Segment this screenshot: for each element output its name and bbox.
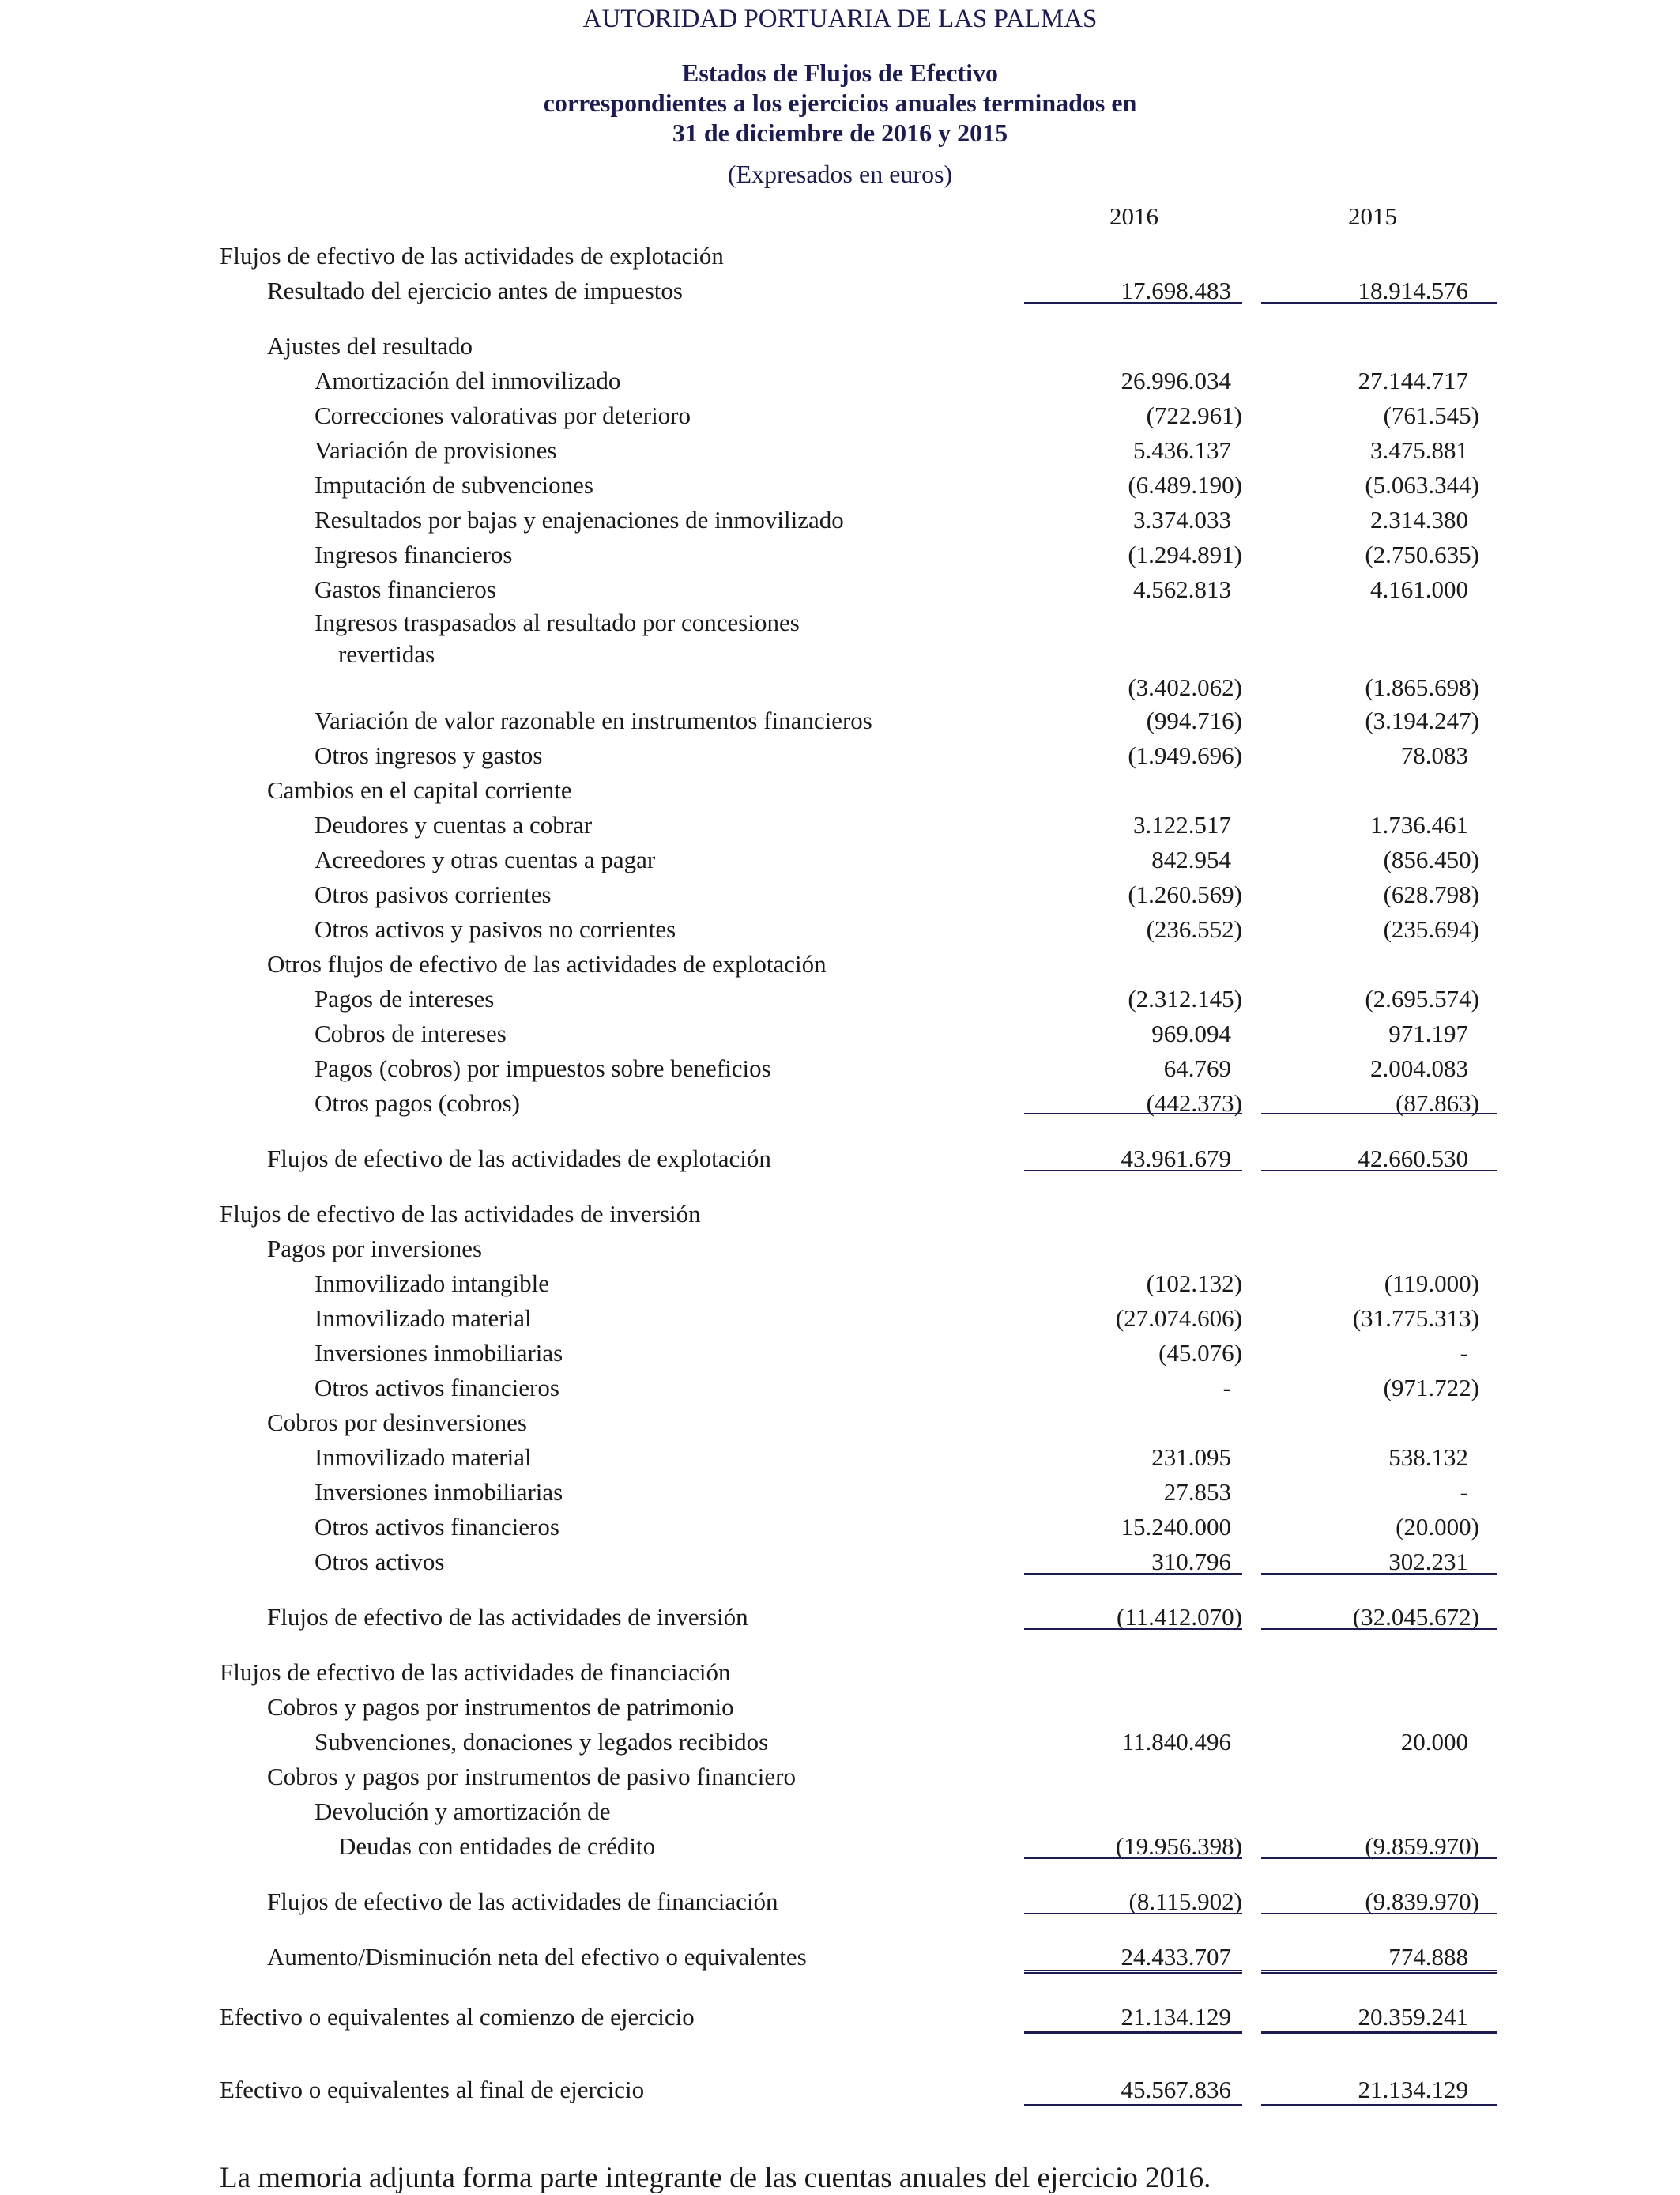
- table-row: [0, 2001, 1680, 2033]
- value-2015: (31.775.313): [1352, 1304, 1479, 1332]
- total-rule: [1261, 1628, 1497, 1630]
- value-2016: 27.853: [1163, 1478, 1231, 1506]
- table-row: [0, 607, 1680, 639]
- value-2016: (11.412.070): [1117, 1603, 1242, 1631]
- total-rule: [1261, 1970, 1497, 1974]
- value-2016: 24.433.707: [1121, 1943, 1231, 1971]
- value-2015: 2.004.083: [1370, 1054, 1468, 1082]
- total-rule: [1024, 2104, 1242, 2106]
- row-label: Efectivo o equivalentes al comienzo de ejercicio: [220, 2003, 695, 2031]
- table-row: [0, 504, 1680, 536]
- row-label: Flujos de efectivo de las actividades de financiación: [267, 1888, 778, 1915]
- row-label: Deudores y cuentas a cobrar: [315, 811, 593, 839]
- row-label: Resultado del ejercicio antes de impuestos: [267, 277, 683, 304]
- value-2015: 21.134.129: [1358, 2076, 1468, 2103]
- value-2015: (856.450): [1383, 846, 1479, 873]
- row-label: Ingresos financieros: [315, 541, 513, 568]
- table-row: [0, 1442, 1680, 1473]
- value-2015: (5.063.344): [1365, 471, 1479, 499]
- total-rule: [1261, 1857, 1497, 1859]
- value-2016: (102.132): [1146, 1269, 1242, 1297]
- table-row: [0, 1657, 1680, 1688]
- statement-subtitle-line1: correspondientes a los ejercicios anuales terminados en: [543, 89, 1137, 117]
- value-2015: 18.914.576: [1358, 277, 1468, 304]
- row-label: Otros activos financieros: [315, 1374, 559, 1401]
- table-row: [0, 1018, 1680, 1050]
- value-2016: (6.489.190): [1128, 471, 1242, 499]
- total-rule: [1261, 1170, 1497, 1171]
- table-row: [0, 775, 1680, 806]
- total-rule: [1024, 1113, 1242, 1114]
- value-2016: (8.115.902): [1128, 1888, 1242, 1915]
- table-row: [0, 1407, 1680, 1439]
- row-label: Flujos de efectivo de las actividades de inversión: [267, 1603, 748, 1631]
- row-label: Inversiones inmobiliarias: [315, 1478, 563, 1506]
- value-2016: (236.552): [1146, 915, 1242, 943]
- row-label: Otros flujos de efectivo de las actividades de explotación: [267, 950, 827, 978]
- value-2016: 21.134.129: [1121, 2003, 1231, 2031]
- total-rule: [1261, 1573, 1497, 1575]
- value-2015: 2.314.380: [1370, 506, 1468, 534]
- table-row: [0, 1053, 1680, 1084]
- value-2016: 5.436.137: [1133, 436, 1231, 464]
- value-2015: (2.695.574): [1365, 985, 1479, 1013]
- table-row: [0, 1088, 1680, 1119]
- table-row: [0, 740, 1680, 771]
- row-label: Pagos de intereses: [315, 985, 495, 1013]
- table-row: [0, 2074, 1680, 2106]
- total-rule: [1261, 302, 1497, 304]
- value-2015: (119.000): [1384, 1269, 1479, 1297]
- total-rule: [1024, 1170, 1242, 1171]
- total-rule: [1261, 2104, 1497, 2106]
- value-2016: (27.074.606): [1115, 1304, 1242, 1332]
- value-2016: -: [1222, 1374, 1231, 1401]
- value-2015: (971.722): [1383, 1374, 1479, 1401]
- value-2015: (9.839.970): [1365, 1888, 1479, 1915]
- value-2015: 4.161.000: [1370, 575, 1468, 603]
- total-rule: [1024, 2031, 1242, 2034]
- value-2016: 310.796: [1151, 1548, 1231, 1575]
- total-rule: [1261, 1113, 1497, 1114]
- row-label: Subvenciones, donaciones y legados recibidos: [315, 1728, 769, 1756]
- row-label: Cobros y pagos por instrumentos de patrimonio: [267, 1693, 734, 1721]
- table-row: [0, 1761, 1680, 1793]
- table-row: [0, 639, 1680, 670]
- table-row: [0, 844, 1680, 876]
- table-row: [0, 1268, 1680, 1299]
- row-label: Inmovilizado material: [315, 1304, 532, 1332]
- row-label: Aumento/Disminución neta del efectivo o equivalentes: [267, 1943, 807, 1971]
- value-2016: 3.374.033: [1133, 506, 1231, 534]
- value-2016: 43.961.679: [1121, 1145, 1231, 1172]
- row-label: Flujos de efectivo de las actividades de explotación: [220, 242, 724, 270]
- row-label: Inversiones inmobiliarias: [315, 1339, 563, 1367]
- total-rule: [1024, 1857, 1242, 1859]
- table-row: [0, 1198, 1680, 1230]
- units-note: (Expresados en euros): [727, 160, 953, 188]
- column-header-2015: 2015: [1348, 202, 1397, 230]
- row-label: Cambios en el capital corriente: [267, 776, 572, 804]
- total-rule: [1024, 1628, 1242, 1630]
- total-rule: [1024, 1913, 1242, 1914]
- value-2016: (45.076): [1158, 1339, 1242, 1367]
- value-2015: 27.144.717: [1358, 367, 1468, 394]
- value-2015: 538.132: [1388, 1443, 1468, 1471]
- value-2016: (442.373): [1146, 1089, 1242, 1117]
- table-row: [0, 1477, 1680, 1508]
- table-row: [0, 470, 1680, 501]
- value-2016: (994.716): [1146, 707, 1242, 734]
- table-row: [0, 1511, 1680, 1543]
- row-label: Flujos de efectivo de las actividades de explotación: [267, 1145, 771, 1172]
- value-2015: (235.694): [1383, 915, 1479, 943]
- value-2016: 17.698.483: [1121, 277, 1231, 304]
- value-2015: -: [1460, 1339, 1468, 1367]
- row-label: Otros pagos (cobros): [315, 1089, 521, 1117]
- value-2016: (2.312.145): [1128, 985, 1242, 1013]
- value-2016: 11.840.496: [1121, 1728, 1231, 1756]
- value-2016: 842.954: [1151, 846, 1231, 873]
- value-2015: -: [1460, 1478, 1468, 1506]
- row-label: Inmovilizado material: [315, 1443, 532, 1471]
- table-row: [0, 240, 1680, 272]
- row-label: Cobros de intereses: [315, 1020, 507, 1047]
- table-row: [0, 400, 1680, 432]
- organization-title: AUTORIDAD PORTUARIA DE LAS PALMAS: [582, 5, 1098, 33]
- row-label: Cobros por desinversiones: [267, 1409, 527, 1436]
- row-label: Otros pasivos corrientes: [315, 881, 552, 908]
- row-label: Imputación de subvenciones: [315, 471, 593, 499]
- row-label: Variación de provisiones: [315, 436, 557, 464]
- table-row: [0, 435, 1680, 466]
- value-2016: (3.402.062): [1128, 673, 1242, 701]
- total-rule: [1261, 1913, 1497, 1914]
- row-label: Amortización del inmovilizado: [315, 367, 621, 394]
- total-rule: [1024, 1573, 1242, 1575]
- value-2015: 971.197: [1388, 1020, 1468, 1047]
- value-2015: 3.475.881: [1370, 436, 1468, 464]
- value-2016: (1.294.891): [1128, 541, 1242, 568]
- value-2015: 1.736.461: [1370, 811, 1468, 839]
- value-2015: 42.660.530: [1358, 1145, 1468, 1172]
- row-label: Otros activos y pasivos no corrientes: [315, 915, 676, 943]
- value-2016: 231.095: [1151, 1443, 1231, 1471]
- statement-title: Estados de Flujos de Efectivo: [682, 58, 998, 87]
- table-row: [0, 1941, 1680, 1973]
- value-2015: (628.798): [1383, 881, 1479, 908]
- value-2016: (1.260.569): [1128, 881, 1242, 908]
- table-row: [0, 1233, 1680, 1265]
- value-2015: (1.865.698): [1365, 673, 1479, 701]
- row-label: Pagos por inversiones: [267, 1235, 483, 1262]
- row-label: Otros activos financieros: [315, 1513, 559, 1541]
- table-row: [0, 879, 1680, 911]
- value-2016: (1.949.696): [1128, 741, 1242, 769]
- row-label: Otros activos: [315, 1548, 445, 1575]
- table-row: [0, 949, 1680, 980]
- row-label: revertidas: [338, 640, 435, 668]
- row-label: Flujos de efectivo de las actividades de financiación: [220, 1658, 731, 1686]
- table-row: [0, 539, 1680, 571]
- table-row: [0, 1372, 1680, 1404]
- value-2015: (9.859.970): [1365, 1832, 1479, 1860]
- total-rule: [1024, 1970, 1242, 1974]
- value-2016: (722.961): [1146, 402, 1242, 429]
- table-row: [0, 809, 1680, 841]
- value-2015: 774.888: [1388, 1943, 1468, 1971]
- total-rule: [1261, 2031, 1497, 2034]
- value-2016: 4.562.813: [1133, 575, 1231, 603]
- table-row: [0, 1303, 1680, 1334]
- row-label: Otros ingresos y gastos: [315, 741, 543, 769]
- row-label: Correcciones valorativas por deterioro: [315, 402, 691, 429]
- value-2015: 78.083: [1400, 741, 1468, 769]
- value-2016: 3.122.517: [1133, 811, 1231, 839]
- table-row: [0, 365, 1680, 397]
- row-label: Resultados por bajas y enajenaciones de inmovilizado: [315, 506, 844, 534]
- table-row: [0, 672, 1680, 703]
- row-label: Cobros y pagos por instrumentos de pasivo financiero: [267, 1763, 796, 1790]
- row-label: Flujos de efectivo de las actividades de inversión: [220, 1200, 701, 1228]
- value-2016: 15.240.000: [1121, 1513, 1231, 1541]
- row-label: Gastos financieros: [315, 575, 496, 603]
- value-2015: 20.359.241: [1358, 2003, 1468, 2031]
- row-label: Ingresos traspasados al resultado por concesiones: [315, 609, 800, 636]
- row-label: Devolución y amortización de: [315, 1797, 611, 1825]
- value-2016: 969.094: [1151, 1020, 1231, 1047]
- value-2015: (32.045.672): [1352, 1603, 1479, 1631]
- value-2015: 302.231: [1388, 1548, 1468, 1575]
- table-row: [0, 983, 1680, 1015]
- value-2015: (761.545): [1383, 402, 1479, 429]
- table-row: [0, 1796, 1680, 1827]
- footer-note: La memoria adjunta forma parte integrante de las cuentas anuales del ejercicio 2016.: [220, 2162, 1211, 2194]
- table-row: [0, 705, 1680, 737]
- table-row: [0, 1337, 1680, 1369]
- row-label: Efectivo o equivalentes al final de ejercicio: [220, 2076, 645, 2103]
- table-row: [0, 1726, 1680, 1758]
- row-label: Deudas con entidades de crédito: [338, 1832, 656, 1860]
- column-header-2016: 2016: [1109, 202, 1158, 230]
- value-2016: 26.996.034: [1121, 367, 1231, 394]
- table-row: [0, 914, 1680, 945]
- value-2015: (20.000): [1396, 1513, 1479, 1541]
- value-2015: (87.863): [1396, 1089, 1479, 1117]
- value-2016: 45.567.836: [1121, 2076, 1231, 2103]
- row-label: Variación de valor razonable en instrumentos financieros: [315, 707, 872, 734]
- table-row: [0, 1692, 1680, 1723]
- table-row: [0, 330, 1680, 362]
- value-2015: 20.000: [1400, 1728, 1468, 1756]
- value-2015: (3.194.247): [1365, 707, 1479, 734]
- statement-subtitle-line2: 31 de diciembre de 2016 y 2015: [672, 119, 1008, 147]
- value-2016: (19.956.398): [1115, 1832, 1242, 1860]
- row-label: Pagos (cobros) por impuestos sobre beneficios: [315, 1054, 771, 1082]
- row-label: Inmovilizado intangible: [315, 1269, 550, 1297]
- value-2015: (2.750.635): [1365, 541, 1479, 568]
- value-2016: 64.769: [1163, 1054, 1231, 1082]
- total-rule: [1024, 302, 1242, 304]
- row-label: Acreedores y otras cuentas a pagar: [315, 846, 656, 873]
- row-label: Ajustes del resultado: [267, 332, 473, 360]
- table-row: [0, 574, 1680, 605]
